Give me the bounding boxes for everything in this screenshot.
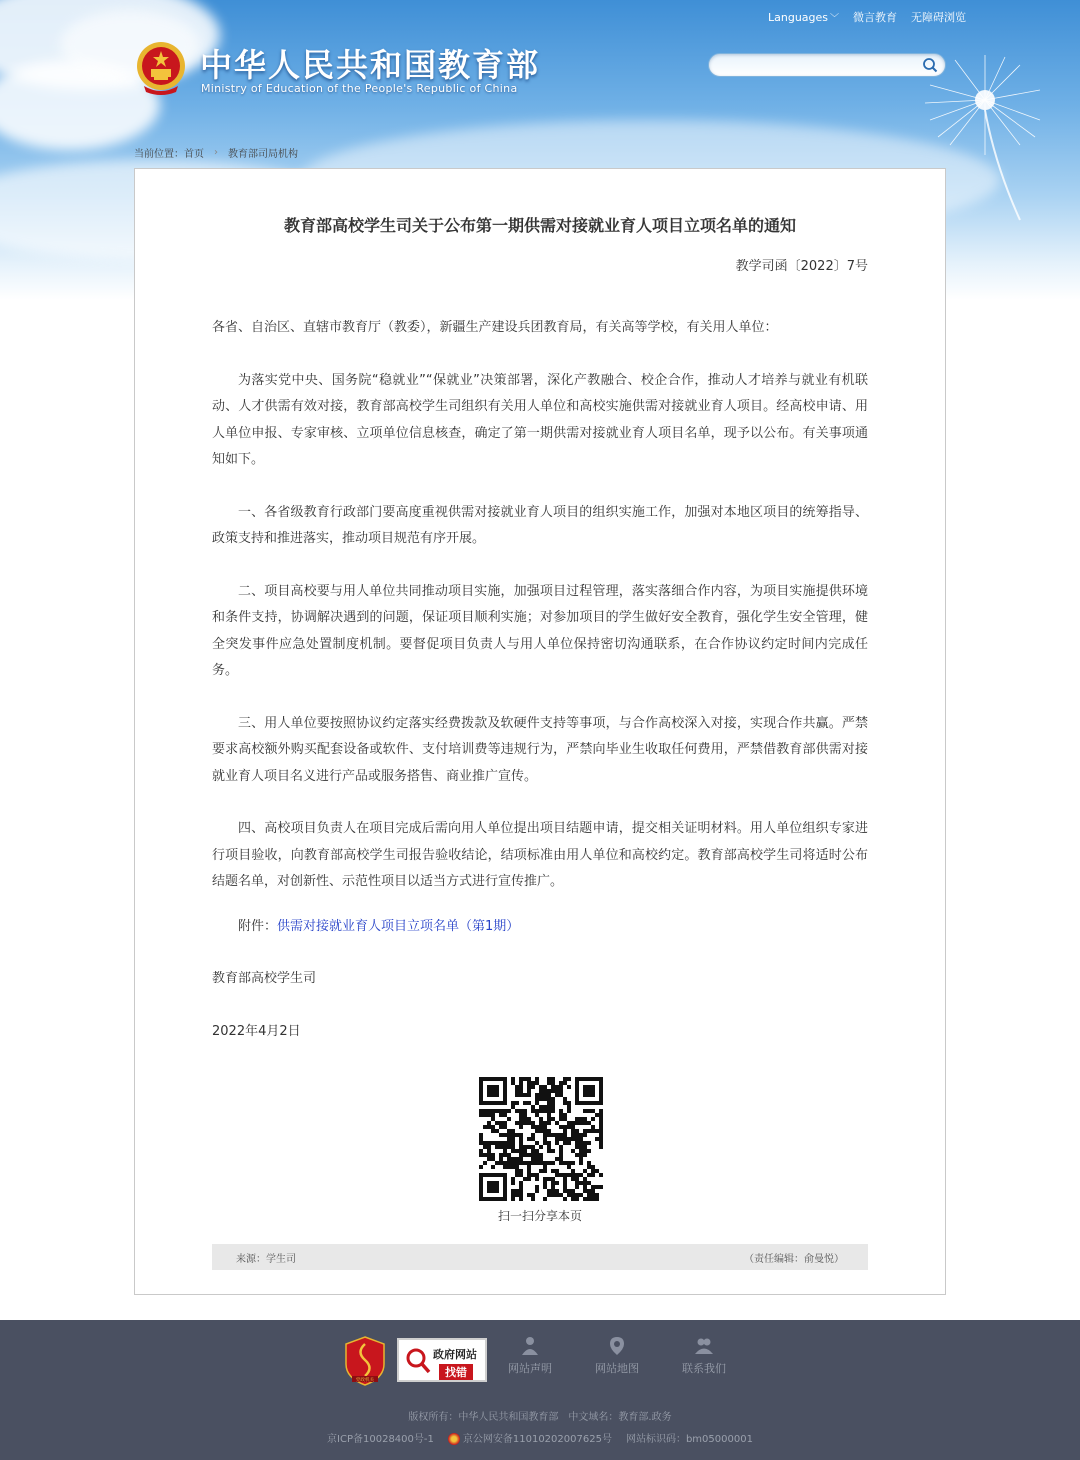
qr-caption: 扫一扫分享本页 <box>497 1209 582 1223</box>
footer <box>0 1320 1080 1460</box>
gov-site-error-report-button[interactable] <box>397 1338 487 1382</box>
article-body <box>212 315 868 1045</box>
magnifier-icon <box>405 1347 431 1375</box>
search-input[interactable] <box>709 54 909 76</box>
party-government-badge-icon[interactable] <box>344 1336 386 1386</box>
top-links <box>768 9 966 25</box>
publish-date: 2022年4月2日 <box>212 1023 301 1039</box>
breadcrumb <box>134 145 298 160</box>
article-title: 教育部高校学生司关于公布第一期供需对接就业育人项目立项名单的通知 <box>283 216 796 235</box>
weibo-link[interactable]: 微言教育 <box>853 11 898 24</box>
badge-text: 党政机关 <box>355 1378 375 1383</box>
site-subtitle: Ministry of Education of the People's Republic of China <box>201 82 518 95</box>
intro-paragraph: 为落实党中央、国务院“稳就业”“保就业”决策部署，深化产教融合、校企合作，推动人才培养与就业有机联动、人才供需有效对接，教育部高校学生司组织有关用人单位和高校实施供需对接就业育人项目。经高校申请、用人单位申报、专家审核、立项单位信息核查，确定了第一期供需对接就业育人项目名单，现予以公布。有关事项通知如下。 <box>212 372 868 467</box>
national-emblem-icon[interactable] <box>134 40 188 96</box>
copyright-text: 版权所有：中华人民共和国教育部 中文域名：教育部.政务 <box>408 1412 672 1423</box>
footer-nav-contact[interactable] <box>682 1336 726 1376</box>
document-number: 教学司函〔2022〕7号 <box>735 259 868 274</box>
paragraph-item-1: 一、各省级教育行政部门要高度重视供需对接就业育人项目的组织实施工作，加强对本地区项目的统筹指导、政策支持和推进落实，推动项目规范有序开展。 <box>212 504 868 546</box>
footer-nav-statement[interactable] <box>508 1336 552 1376</box>
footer-nav-label: 网站地图 <box>595 1362 639 1375</box>
site-title[interactable]: 中华人民共和国教育部 <box>200 46 541 84</box>
editor-text: （责任编辑：俞曼悦） <box>744 1253 844 1265</box>
breadcrumb-label: 当前位置： <box>134 149 184 160</box>
search-box <box>708 53 946 77</box>
article-card <box>134 168 946 1295</box>
police-record-text: 京公网安备11010202007625号 <box>462 1434 612 1445</box>
salutation: 各省、自治区、直辖市教育厅（教委），新疆生产建设兵团教育局，有关高等学校，有关用人单位： <box>212 320 778 335</box>
breadcrumb-section[interactable]: 教育部司局机构 <box>228 149 298 160</box>
chevron-right-icon: › <box>214 147 218 158</box>
chevron-down-icon: ﹀ <box>830 13 840 24</box>
police-record-link[interactable] <box>448 1430 612 1445</box>
location-pin-icon <box>608 1336 626 1356</box>
paragraph-item-3: 三、用人单位要按照协议约定落实经费拨款及软硬件支持等事项，与合作高校深入对接，实现合作共赢。严禁要求高校额外购买配套设备或软件、支付培训费等违规行为，严禁向毕业生收取任何费用，严禁借教育部供需对接就业育人项目名义进行产品或服务搭售、商业推广宣传。 <box>212 715 868 784</box>
contacts-icon <box>695 1336 713 1356</box>
paragraph-item-4: 四、高校项目负责人在项目完成后需向用人单位提出项目结题申请，提交相关证明材料。用人单位组织专家进行项目验收，向教育部高校学生司报告验收结论，结项标准由用人单位和高校约定。教育部高校学生司将适时公布结题名单，对创新性、示范性项目以适当方式进行宣传推广。 <box>212 821 868 889</box>
person-icon <box>521 1336 539 1356</box>
qr-code-container <box>479 1077 603 1201</box>
site-id-text: 网站标识码：bm05000001 <box>625 1434 753 1445</box>
languages-link[interactable]: Languages ﹀ <box>768 10 840 24</box>
footer-registration <box>0 1430 1080 1445</box>
breadcrumb-home[interactable]: 首页 <box>184 149 204 160</box>
source-bar <box>212 1244 868 1270</box>
source-text: 来源：学生司 <box>236 1253 296 1265</box>
footer-nav-label: 网站声明 <box>508 1362 552 1375</box>
gov-box-line1: 政府网站 <box>433 1348 477 1361</box>
footer-nav-label: 联系我们 <box>682 1362 726 1375</box>
footer-nav-sitemap[interactable] <box>595 1336 639 1376</box>
attachment-line <box>212 914 868 941</box>
icp-link[interactable]: 京ICP备10028400号-1 <box>327 1434 434 1445</box>
police-badge-icon <box>448 1433 460 1445</box>
qr-code-image <box>479 1077 603 1201</box>
search-icon[interactable] <box>922 57 938 73</box>
signature: 教育部高校学生司 <box>212 971 317 986</box>
attachment-label: 附件： <box>238 918 278 934</box>
attachment-link[interactable]: 供需对接就业育人项目立项名单（第1期） <box>277 918 520 934</box>
paragraph-item-2: 二、项目高校要与用人单位共同推动项目实施，加强项目过程管理，落实落细合作内容，为项目实施提供环境和条件支持，协调解决遇到的问题，保证项目顺利实施；对参加项目的学生做好安全教育，强化学生安全管理，健全突发事件应急处置制度机制。要督促项目负责人与用人单位保持密切沟通联系，在合作协议约定时间内完成任务。 <box>212 583 868 678</box>
accessible-browse-link[interactable]: 无障碍浏览 <box>911 11 967 24</box>
gov-box-line2: 找错 <box>439 1364 473 1380</box>
